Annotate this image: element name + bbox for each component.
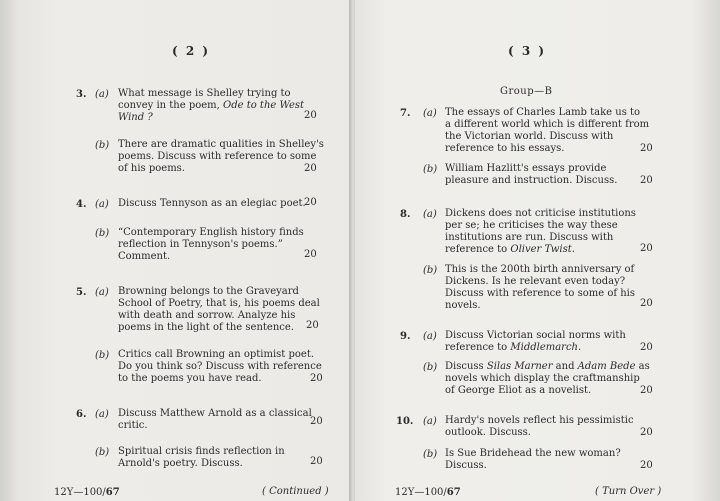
part-label: (a): [423, 416, 437, 427]
marks: 20: [640, 427, 653, 438]
page-number-left: ( 2 ): [172, 44, 211, 58]
footer-code-left: 12Y—100/67: [54, 487, 120, 498]
question-number: 9.: [400, 331, 411, 342]
part-label: (b): [423, 164, 438, 175]
footer-code-right: 12Y—100/67: [395, 487, 461, 498]
question-text-line: “Contemporary English history finds: [118, 227, 304, 238]
question-number: 7.: [400, 108, 411, 119]
question-text-line: Arnold's poetry. Discuss.: [118, 458, 243, 469]
marks: 20: [310, 373, 323, 384]
marks: 20: [640, 143, 653, 154]
part-label: (a): [423, 331, 437, 342]
marks: 20: [304, 163, 317, 174]
question-text-line: outlook. Discuss.: [445, 427, 531, 438]
question-text-line: per se; he criticises the way these: [445, 220, 618, 231]
part-label: (b): [95, 447, 110, 458]
part-label: (a): [423, 108, 437, 119]
question-text-line: William Hazlitt's essays provide: [445, 163, 607, 174]
question-text-line: reflection in Tennyson's poems.”: [118, 239, 283, 250]
question-text-line: to the poems you have read.: [118, 373, 262, 384]
question-text-line: of his poems.: [118, 163, 185, 174]
question-text-line: reference to his essays.: [445, 143, 565, 154]
part-label: (b): [423, 265, 438, 276]
question-text-line: novels which display the craftmanship: [445, 373, 640, 384]
marks: 20: [640, 175, 653, 186]
marks: 20: [640, 385, 653, 396]
question-text-line: novels.: [445, 300, 481, 311]
question-text-line: critic.: [118, 420, 148, 431]
part-label: (a): [423, 209, 437, 220]
marks: 20: [306, 320, 319, 331]
question-text-line: The essays of Charles Lamb take us to: [445, 107, 641, 118]
question-text-line: pleasure and instruction. Discuss.: [445, 175, 618, 186]
part-label: (b): [95, 228, 110, 239]
question-text-line: Discuss Tennyson as an elegiac poet.: [118, 198, 306, 209]
question-text-line: poems. Discuss with reference to some: [118, 151, 317, 162]
question-text-line: a different world which is different from: [445, 119, 650, 130]
marks: 20: [640, 298, 653, 309]
question-number: 8.: [400, 209, 411, 220]
question-text-line: Do you think so? Discuss with reference: [118, 361, 322, 372]
question-text-line: Discuss Matthew Arnold as a classical: [118, 408, 312, 419]
part-label: (b): [95, 350, 110, 361]
question-text-line: Discuss.: [445, 460, 487, 471]
question-text-line: There are dramatic qualities in Shelley's: [118, 139, 324, 150]
question-text-line: Discuss Victorian social norms with: [445, 330, 626, 341]
marks: 20: [310, 456, 323, 467]
question-text-line: What message is Shelley trying to: [118, 88, 291, 99]
marks: 20: [304, 249, 317, 260]
question-text-line: reference to Middlemarch.: [445, 342, 582, 353]
question-text-line: Browning belongs to the Graveyard: [118, 286, 299, 297]
part-label: (b): [95, 140, 110, 151]
question-text-line: of George Eliot as a novelist.: [445, 385, 592, 396]
question-text-line: Dickens does not criticise institutions: [445, 208, 636, 219]
question-text-line: This is the 200th birth anniversary of: [445, 264, 635, 275]
part-label: (a): [95, 199, 109, 210]
question-number: 3.: [76, 89, 87, 100]
question-text-line: Hardy's novels reflect his pessimistic: [445, 415, 634, 426]
marks: 20: [304, 197, 317, 208]
marks: 20: [640, 460, 653, 471]
question-text-line: convey in the poem, Ode to the West: [118, 100, 305, 111]
part-label: (a): [95, 287, 109, 298]
question-text-line: poems in the light of the sentence.: [118, 322, 294, 333]
footer-note-right: ( Turn Over ): [595, 486, 662, 497]
question-text-line: reference to Oliver Twist.: [445, 244, 575, 255]
group-title: Group—B: [500, 86, 553, 97]
question-text-line: Discuss Silas Marner and Adam Bede as: [445, 361, 650, 372]
question-text-line: institutions are run. Discuss with: [445, 232, 614, 243]
question-text-line: Dickens. Is he relevant even today?: [445, 276, 626, 287]
part-label: (a): [95, 89, 109, 100]
part-label: (b): [423, 362, 438, 373]
footer-note-left: ( Continued ): [262, 486, 329, 497]
question-text-line: Is Sue Bridehead the new woman?: [445, 448, 621, 459]
question-text-line: Critics call Browning an optimist poet.: [118, 349, 315, 360]
question-number: 6.: [76, 409, 87, 420]
question-text-line: Discuss with reference to some of his: [445, 288, 635, 299]
question-number: 5.: [76, 287, 87, 298]
marks: 20: [640, 342, 653, 353]
question-text-line: with death and sorrow. Analyze his: [118, 310, 296, 321]
question-text-line: Spiritual crisis finds reflection in: [118, 446, 285, 457]
part-label: (a): [95, 409, 109, 420]
question-number: 4.: [76, 199, 87, 210]
question-text-line: Comment.: [118, 251, 171, 262]
part-label: (b): [423, 449, 438, 460]
question-text-line: School of Poetry, that is, his poems deal: [118, 298, 320, 309]
question-number: 10.: [396, 416, 414, 427]
marks: 20: [304, 110, 317, 121]
question-text-line: Wind ?: [118, 112, 153, 123]
marks: 20: [640, 243, 653, 254]
marks: 20: [310, 416, 323, 427]
question-text-line: the Victorian world. Discuss with: [445, 131, 614, 142]
page-number-right: ( 3 ): [508, 44, 547, 58]
